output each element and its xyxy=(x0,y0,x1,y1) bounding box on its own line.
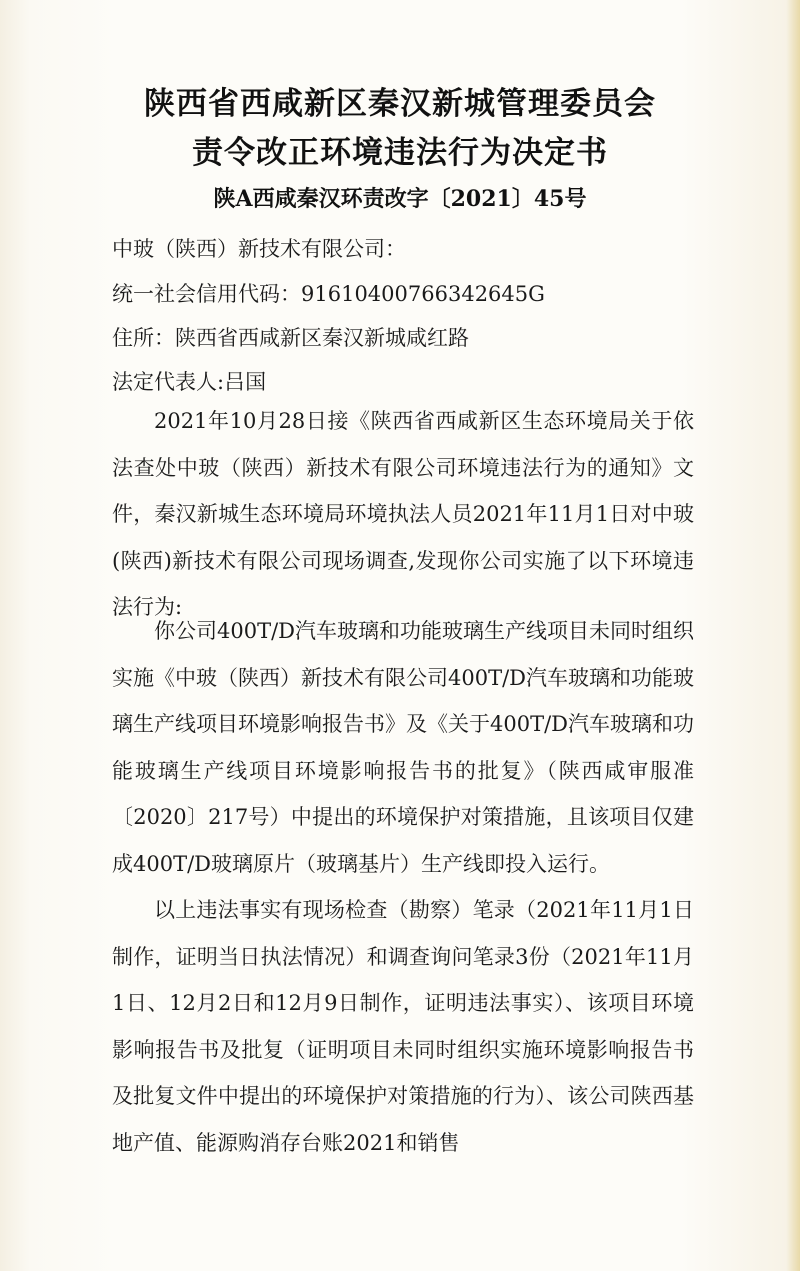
recipient-representative: 法定代表人:吕国 xyxy=(112,370,267,394)
document-title-line2: 责令改正环境违法行为决定书 xyxy=(192,135,608,171)
body-paragraph-2: 你公司400T/D汽车玻璃和功能玻璃生产线项目未同时组织实施《中玻（陕西）新技术有限公司400T/D汽车玻璃和功能玻璃生产线项目环境影响报告书》及《关于400T/D汽车玻璃和功能玻璃生产线项目环境影响报告书的批复》（陕西咸审服准〔2020〕217号）中提出的环境保护对策措施，且该项目仅建成400T/D玻璃原片（玻璃基片）生产线即投入运行。 xyxy=(112,619,694,876)
body-paragraph-1: 2021年10月28日接《陕西省西咸新区生态环境局关于依法查处中玻（陕西）新技术有限公司环境违法行为的通知》文件，秦汉新城生态环境局环境执法人员2021年11月1日对中玻(陕西)新技术有限公司现场调查,发现你公司实施了以下环境违法行为: xyxy=(112,409,694,619)
recipient-address: 住所：陕西省西咸新区秦汉新城咸红路 xyxy=(112,326,469,350)
document-title-line1: 陕西省西咸新区秦汉新城管理委员会 xyxy=(144,86,656,122)
recipient-company: 中玻（陕西）新技术有限公司： xyxy=(112,237,406,261)
body-paragraph-3: 以上违法事实有现场检查（勘察）笔录（2021年11月1日制作，证明当日执法情况）和调查询问笔录3份（2021年11月1日、12月2日和12月9日制作，证明违法事实）、该项目环境影响报告书及批复（证明项目未同时组织实施环境影响报告书及批复文件中提出的环境保护对策措施的行为）、该公司陕西基地产值、能源购消存台账2021和销售 xyxy=(112,898,694,1155)
recipient-credit-code: 统一社会信用代码：91610400766342645G xyxy=(112,282,545,306)
document-number: 陕A西咸秦汉环责改字〔2021〕45号 xyxy=(213,186,587,212)
